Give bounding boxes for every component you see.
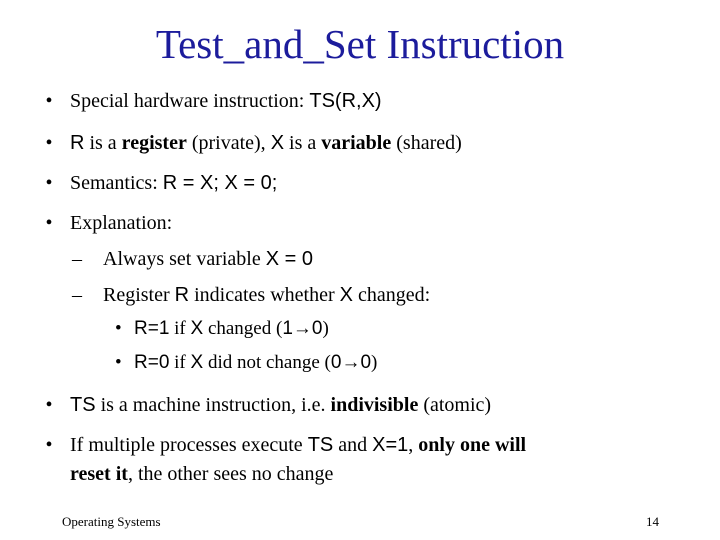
code: X=1	[372, 434, 409, 456]
bullet-marker: •	[45, 90, 53, 112]
bold-variable: variable	[321, 132, 392, 154]
text: changed:	[352, 284, 431, 306]
code: 0	[360, 352, 372, 373]
dash-marker: –	[72, 284, 82, 306]
text: ,	[408, 434, 419, 456]
bullet-1-code: TS(R,X)	[309, 90, 382, 112]
text: if	[169, 352, 191, 373]
footer-page-number: 14	[646, 514, 659, 529]
bullet-marker: •	[45, 394, 53, 416]
code-r: R	[174, 284, 190, 306]
text: is a	[284, 132, 322, 154]
text: and	[333, 434, 373, 456]
text: is a machine instruction, i.e.	[95, 394, 331, 416]
code-r: R	[70, 132, 85, 154]
text: If multiple processes execute	[70, 434, 308, 456]
text: (private),	[186, 132, 271, 154]
text: )	[371, 352, 378, 373]
bullet-marker: •	[115, 352, 122, 373]
bullet-marker: •	[45, 132, 53, 154]
bold-register: register	[121, 132, 187, 154]
code-ts: TS	[70, 394, 96, 416]
bold-indivisible: indivisible	[330, 394, 419, 416]
bold-only-one: only one will	[418, 434, 527, 456]
footer-course: Operating Systems	[62, 514, 161, 529]
text: did not change (	[203, 352, 331, 373]
text: (shared)	[391, 132, 462, 154]
code: 0	[311, 318, 323, 339]
bullet-6-continuation	[70, 463, 333, 486]
code-x: X	[190, 352, 204, 373]
text: indicates whether	[189, 284, 340, 306]
code-x: X	[339, 284, 353, 306]
code: 0	[330, 352, 342, 373]
code-ts: TS	[307, 434, 334, 456]
code: 1	[282, 318, 293, 339]
bullet-4-text: Explanation:	[70, 212, 173, 234]
bullet-marker: •	[115, 318, 122, 339]
bold-reset-it: reset it	[70, 463, 128, 485]
code: R=1	[134, 318, 170, 339]
code-x: X	[270, 132, 285, 154]
dash-marker: –	[72, 248, 82, 270]
text: Register	[103, 284, 175, 306]
slide-title: Test_and_Set Instruction	[155, 21, 565, 67]
text: changed (	[203, 318, 283, 339]
arrow-icon: →	[292, 318, 312, 339]
text: (atomic)	[418, 394, 492, 416]
text: )	[322, 318, 329, 339]
text: if	[169, 318, 191, 339]
bullet-1-text: Special hardware instruction:	[70, 90, 310, 112]
text: is a	[84, 132, 122, 154]
bullet-marker: •	[45, 172, 53, 194]
code-x: X	[190, 318, 204, 339]
text: , the other sees no change	[127, 463, 334, 485]
code: R=0	[134, 352, 170, 373]
bullet-3-text: Semantics:	[70, 172, 163, 194]
sub-item-1-code: X = 0	[265, 248, 313, 270]
bullet-3-code: R = X; X = 0;	[162, 172, 278, 194]
sub-item-1-text: Always set variable	[103, 248, 266, 270]
bullet-marker: •	[45, 434, 53, 456]
arrow-icon: →	[341, 352, 361, 373]
bullet-marker: •	[45, 212, 53, 234]
